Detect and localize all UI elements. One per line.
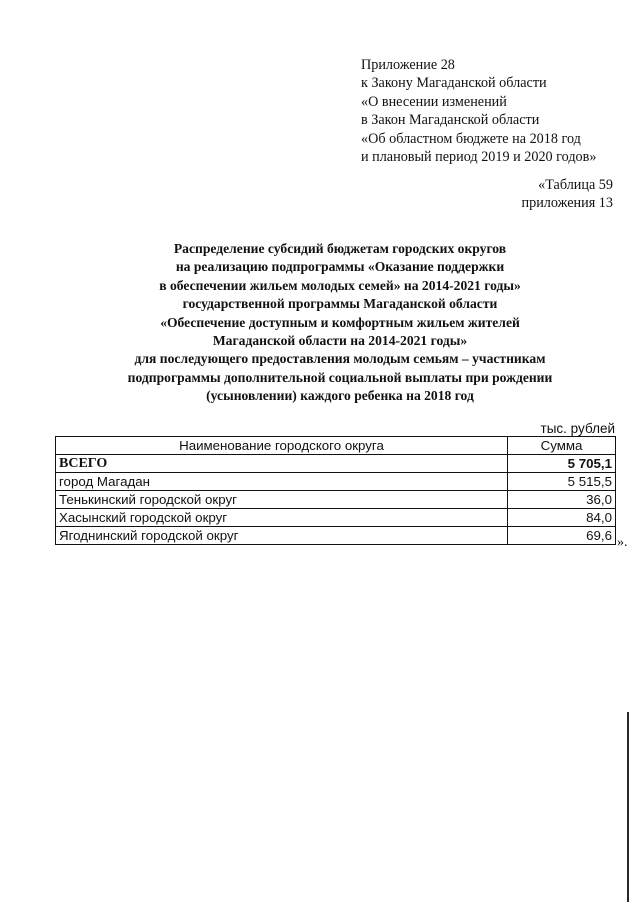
header-district-name: Наименование городского округа	[56, 437, 508, 455]
subsidy-table	[55, 436, 616, 545]
document-title	[40, 240, 640, 406]
appendix-line: к Закону Магаданской области	[361, 75, 547, 92]
table-reference-line: «Таблица 59	[538, 177, 613, 193]
title-line: Распределение субсидий бюджетам городских округов	[173, 241, 507, 256]
appendix-line: и плановый период 2019 и 2020 годов»	[361, 149, 597, 166]
title-line: для последующего предоставления молодым семьям – участникам	[134, 351, 546, 367]
appendix-line: «О внесении изменений	[361, 93, 507, 110]
scan-edge-line	[627, 712, 629, 902]
closing-quote-mark: ».	[617, 535, 628, 550]
table-reference-line: приложения 13	[521, 195, 613, 212]
district-sum: 84,0	[508, 509, 616, 527]
total-label: ВСЕГО	[56, 455, 508, 473]
total-sum: 5 705,1	[508, 455, 616, 473]
table-row	[56, 491, 616, 509]
appendix-line: Приложение 28	[361, 57, 455, 73]
title-line: государственной программы Магаданской области	[182, 296, 498, 312]
appendix-reference	[361, 56, 596, 166]
table-row	[56, 527, 616, 545]
units-label: тыс. рублей	[540, 421, 615, 436]
district-name: город Магадан	[56, 473, 508, 491]
table-reference	[522, 176, 613, 213]
appendix-line: «Об областном бюджете на 2018 год	[361, 130, 581, 147]
district-sum: 36,0	[508, 491, 616, 509]
title-line: на реализацию подпрограммы «Оказание поддержки	[175, 259, 505, 275]
title-line: (усыновлении) каждого ребенка на 2018 год	[206, 388, 474, 404]
table-header-row	[56, 437, 616, 455]
district-name: Хасынский городской округ	[56, 509, 508, 527]
title-line: в обеспечении жильем молодых семей» на 2014-2021 годы»	[159, 277, 521, 293]
table-row-total	[56, 455, 616, 473]
title-line: Магаданской области на 2014-2021 годы»	[212, 333, 468, 349]
table-row	[56, 473, 616, 491]
appendix-line: в Закон Магаданской области	[361, 112, 540, 129]
district-name: Тенькинский городской округ	[56, 491, 508, 509]
title-line: подпрограммы дополнительной социальной выплаты при рождении	[127, 369, 553, 385]
district-name: Ягоднинский городской округ	[56, 527, 508, 545]
district-sum: 69,6	[508, 527, 616, 545]
district-sum: 5 515,5	[508, 473, 616, 491]
table-row	[56, 509, 616, 527]
title-line: «Обеспечение доступным и комфортным жильем жителей	[160, 314, 520, 330]
header-sum: Сумма	[508, 437, 616, 455]
